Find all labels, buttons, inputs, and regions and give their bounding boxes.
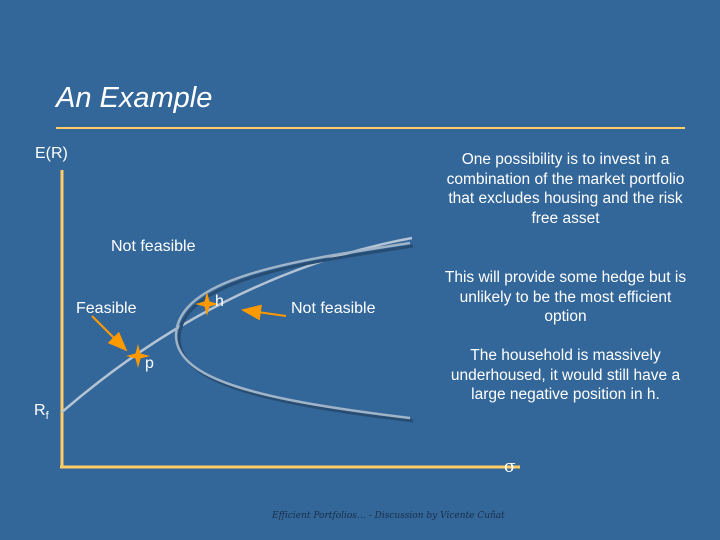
point-p-label: p [145, 355, 154, 372]
region-label-not-feasible-top: Not feasible [111, 238, 196, 255]
note-3: The household is massively underhoused, it would still have a large negative position in h. [450, 347, 681, 403]
region-label-not-feasible-right: Not feasible [291, 300, 376, 317]
point-h-label: h [215, 293, 224, 310]
slide-footer: Efficient Portfolios… - Discussion by Vicente Cuñat [272, 511, 505, 521]
rf-label-subscript: f [45, 410, 49, 423]
efficient-frontier-curve [176, 243, 410, 418]
slide-title: An Example [56, 82, 213, 114]
arrow-to-p [92, 316, 126, 350]
arrow-to-frontier [243, 310, 286, 316]
rf-label [34, 402, 49, 422]
note-1: One possibility is to invest in a combination of the market portfolio that excludes housing and the risk free asset [446, 151, 685, 227]
note-2: This will provide some hedge but is unlikely to be the most efficient option [444, 269, 687, 325]
x-axis-label: σ [504, 457, 516, 477]
region-label-feasible: Feasible [76, 300, 137, 317]
rf-label-main: R [34, 402, 46, 419]
y-axis-label: E(R) [35, 145, 68, 162]
frontier-shadow [179, 246, 413, 421]
